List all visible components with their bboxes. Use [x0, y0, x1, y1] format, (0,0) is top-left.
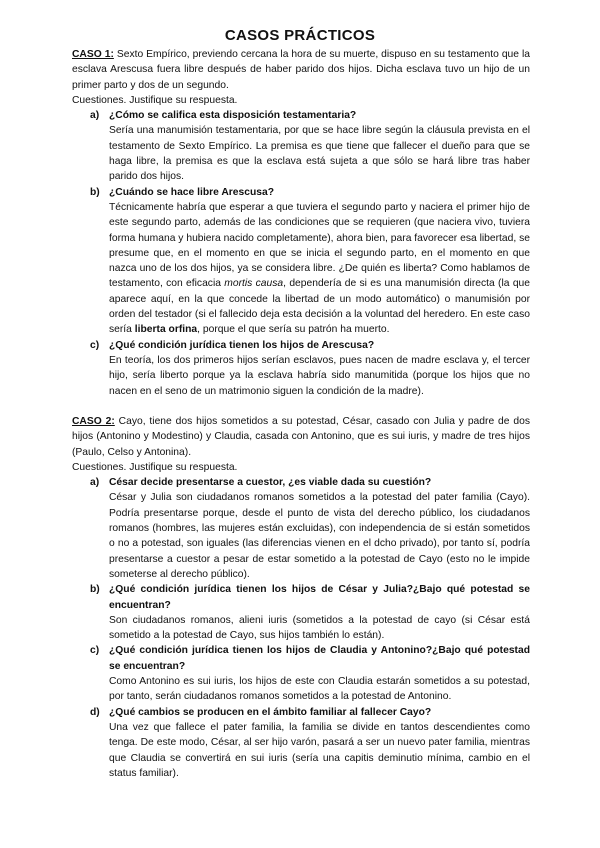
case-1-instructions: Cuestiones. Justifique su respuesta. — [72, 94, 238, 106]
case-1-answer-c: En teoría, los dos primeros hijos serían esclavos, pues nacen de madre esclava y, el tercer hijo, sería liberto porque ya la esclava habría sido manumitida (porque los hijos que no nacen en el seno de un matrimonio siguen la condición de la madre). — [109, 354, 530, 397]
case-2-question-d: d) ¿Qué cambios se producen en el ámbito familiar al fallecer Cayo? — [90, 706, 432, 718]
case-1-question-a: a) ¿Cómo se califica esta disposición testamentaria? — [90, 110, 357, 122]
case-2-answer-d: Una vez que fallece el pater familia, la familia se divide en tantos descendientes como tenga. De este modo, César, al ser hijo varón, pasará a ser un nuevo pater familia, mientras que Claudia se convertirá en sui iuris (sería una capitis deminutio mínima, cambio en el status familiar). — [109, 721, 530, 779]
case-2 — [72, 414, 530, 781]
case-1-answer-a: Sería una manumisión testamentaria, por que se hace libre según la cláusula prevista en el testamento de Sexto Empírico. La premisa es que tiene que fallecer el dueño para que se haga libre, la premisa es que la esclava está sujeta a que sólo se hará libre tras haber parido dos hijos. — [109, 125, 530, 183]
case-2-answer-c: Como Antonino es sui iuris, los hijos de este con Claudia estarán sometidos a su potestad, por tanto, serán ciudadanos romanos sometidos a la potestad de Antonino. — [109, 676, 530, 703]
case-1-answer-b: Técnicamente habría que esperar a que tuviera el segundo parto y naciera el primer hijo de este segundo parto, además de las condiciones que se requieren (que naciera vivo, tuviera forma humana y hubiera nacido completamente), ahora bien, para favorecer esa libertad, se presume que, en el momento en que se inicia el segundo parto, en el momento en que nazca uno de los dos hijos, ya se considera libre. ¿De quién es liberta? Como hablamos de testamento, con eficacia mortis causa, dependería de si es una manumisión directa (la que aparece aquí, en la que concede la libertad de un modo automático) o manumisión por orden del testador (si el fallecido deja esta decisión a la voluntad del heredero. En este caso sería liberta orfina, porque el que sería su patrón ha muerto. — [109, 201, 531, 336]
case-1-label: CASO 1: — [72, 49, 114, 60]
case-2-intro: CASO 2: Cayo, tiene dos hijos sometidos a su potestad, César, casado con Julia y padre de dos hijos (Antonino y Modestino) y Claudia, casada con Antonino, que es sui iuris, y madre de tres hijos (Paulo, Celso y Antonina). — [72, 416, 530, 458]
case-1-intro: CASO 1: Sexto Empírico, previendo cercana la hora de su muerte, dispuso en su testamento que la esclava Arescusa fuera libre después de haber parido dos hijos. Dicha esclava tuvo un hijo de un primer parto y dos de un segundo. — [72, 49, 530, 91]
case-2-answer-a: César y Julia son ciudadanos romanos sometidos a la potestad del pater familia (Cayo). Podría presentarse porque, desde el punto de vista del derecho público, los ciudadanos romanos (hombres, las mujeres están excluidas), con independencia de si están sometidos o no a potestad, son iguales (las diferencias vienen en el dcho privado), por tanto sí, podría presentarse a cuestor a pesar de estar sometido a la potestad de Cayo (esto no le impide someterse al derecho público). — [109, 492, 530, 580]
case-2-label: CASO 2: — [72, 416, 115, 427]
case-2-instructions: Cuestiones. Justifique su respuesta. — [72, 461, 238, 473]
case-2-question-c: c) ¿Qué condición jurídica tienen los hijos de Claudia y Antonino?¿Bajo qué potestad se encuentran? — [90, 645, 530, 672]
case-1 — [72, 47, 530, 399]
case-1-question-c: c) ¿Qué condición jurídica tienen los hijos de Arescusa? — [90, 339, 375, 351]
case-1-question-b: b) ¿Cuándo se hace libre Arescusa? — [90, 186, 274, 198]
page-title: CASOS PRÁCTICOS — [224, 27, 376, 44]
case-2-question-a: a) César decide presentarse a cuestor, ¿es viable dada su cuestión? — [90, 477, 432, 489]
case-2-answer-b: Son ciudadanos romanos, alieni iuris (sometidos a la potestad de cayo (si César está sometido a la potestad de Cayo, sus hijos también lo están). — [109, 614, 530, 642]
case-2-question-b: b) ¿Qué condición jurídica tienen los hijos de César y Julia?¿Bajo qué potestad se encuentran? — [90, 584, 530, 611]
